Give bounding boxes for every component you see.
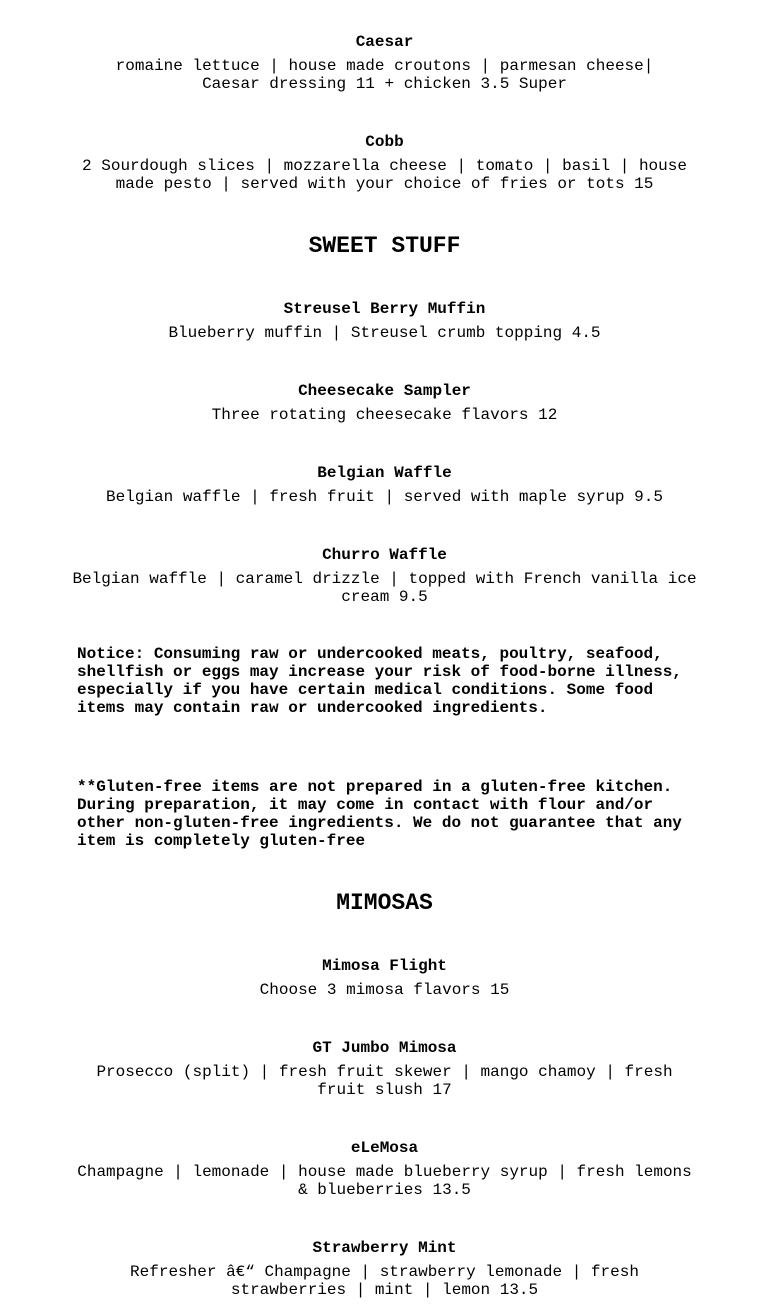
menu-item-streusel-berry-muffin: [70, 300, 699, 342]
item-description: Prosecco (split) | fresh fruit skewer | mango chamoy | fresh fruit slush 17: [96, 1063, 673, 1099]
item-description: Blueberry muffin | Streusel crumb topping 4.5: [168, 324, 601, 342]
menu-item-strawberry-mint: [70, 1239, 699, 1299]
menu-item-mimosa-flight: [70, 957, 699, 999]
menu-item-caesar: [70, 33, 699, 93]
item-name: GT Jumbo Mimosa: [312, 1039, 457, 1057]
menu-item-elemosa: [70, 1139, 699, 1199]
item-name: Belgian Waffle: [317, 464, 452, 482]
item-description: Three rotating cheesecake flavors 12: [211, 406, 558, 424]
raw-food-notice: Notice: Consuming raw or undercooked meats, poultry, seafood, shellfish or eggs may increase your risk of food-borne illness, especially if you have certain medical conditions. Some food items may contain raw or undercooked ingredients.: [77, 645, 682, 717]
menu-item-belgian-waffle: [70, 464, 699, 506]
item-name: eLeMosa: [350, 1139, 419, 1157]
item-name: Mimosa Flight: [322, 957, 447, 975]
item-description: Belgian waffle | caramel drizzle | topped with French vanilla ice cream 9.5: [72, 570, 697, 606]
menu-item-churro-waffle: [70, 546, 699, 606]
menu-item-cheesecake-sampler: [70, 382, 699, 424]
item-name: Cobb: [365, 133, 404, 151]
item-description: Refresher â€“ Champagne | strawberry lemonade | fresh strawberries | mint | lemon 13.5: [130, 1263, 639, 1299]
item-name: Caesar: [355, 33, 414, 51]
item-description: Champagne | lemonade | house made blueberry syrup | fresh lemons & blueberries 13.5: [77, 1163, 692, 1199]
menu-item-cobb: [70, 133, 699, 193]
item-description: Choose 3 mimosa flavors 15: [259, 981, 510, 999]
item-name: Churro Waffle: [322, 546, 447, 564]
section-title-mimosas: MIMOSAS: [336, 890, 433, 916]
item-name: Cheesecake Sampler: [298, 382, 471, 400]
item-description: romaine lettuce | house made croutons | parmesan cheese| Caesar dressing 11 + chicken 3.5 Super: [115, 57, 654, 93]
item-name: Streusel Berry Muffin: [283, 300, 486, 318]
menu-item-gt-jumbo-mimosa: [70, 1039, 699, 1099]
section-title-sweet-stuff: SWEET STUFF: [308, 233, 461, 259]
gluten-free-notice: **Gluten-free items are not prepared in a gluten-free kitchen. During preparation, it may come in contact with flour and/or other non-gluten-free ingredients. We do not guarantee that any item is completely gluten-free: [77, 778, 682, 850]
item-name: Strawberry Mint: [312, 1239, 457, 1257]
item-description: 2 Sourdough slices | mozzarella cheese | tomato | basil | house made pesto | served with your choice of fries or tots 15: [82, 157, 687, 193]
item-description: Belgian waffle | fresh fruit | served with maple syrup 9.5: [106, 488, 663, 506]
